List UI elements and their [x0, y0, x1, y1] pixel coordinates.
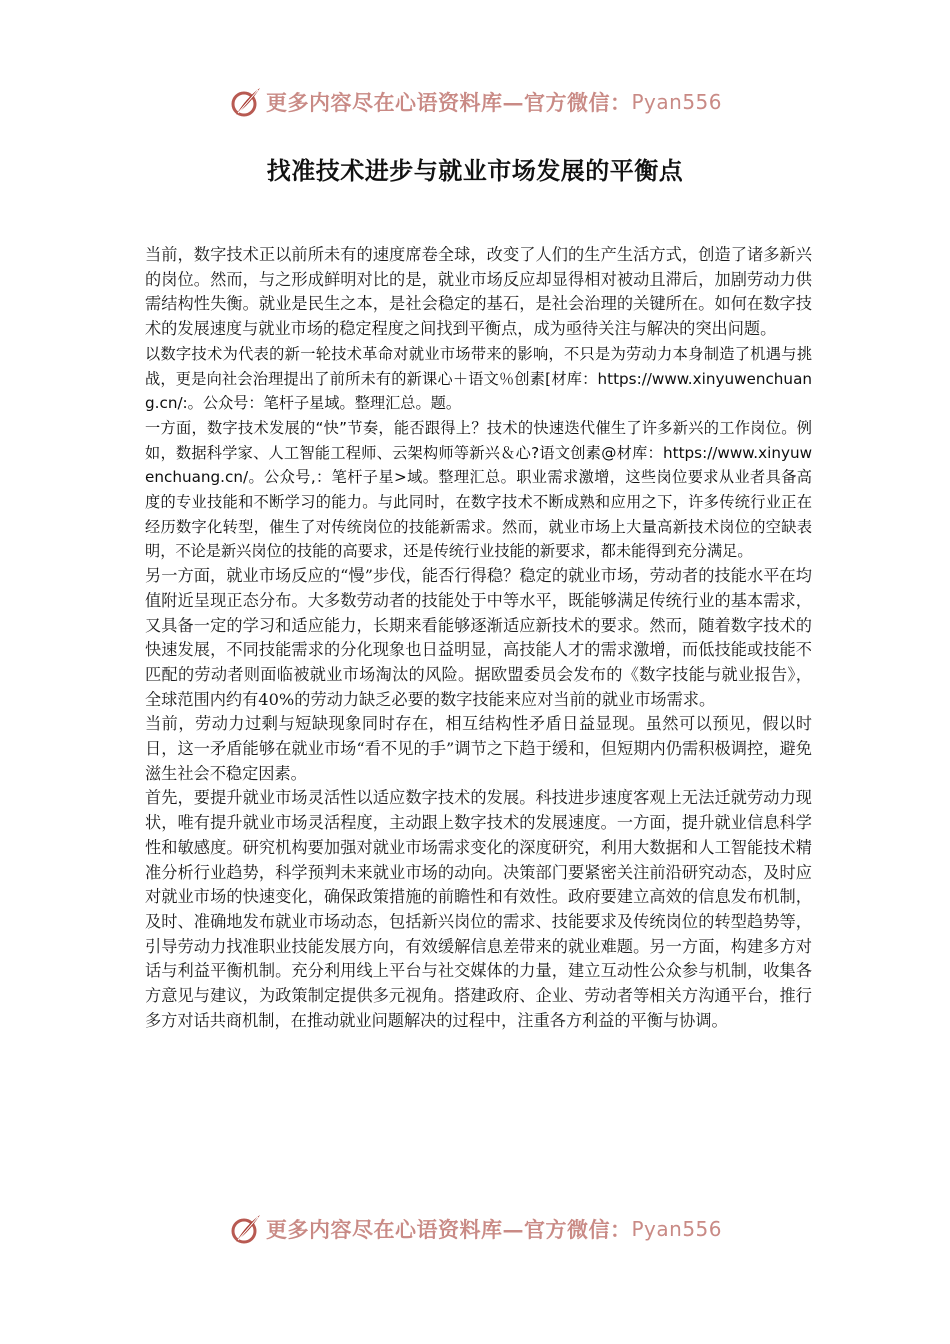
- paragraph-challenge: 以数字技术为代表的新一轮技术革命对就业市场带来的影响，不只是为劳动力本身制造了机遇与挑战，更是向社会治理提出了前所未有的新课心＋语文％创素[材库：https://www.xinyuwenchuang.cn/:。公众号：笔杆子星域。整理汇总。题。: [145, 344, 812, 413]
- banner-text: 更多内容尽在心语资料库—官方微信：: [265, 1217, 632, 1242]
- paragraph-intro: 当前，数字技术正以前所未有的速度席卷全球，改变了人们的生产生活方式，创造了诸多新兴的岗位。然而，与之形成鲜明对比的是，就业市场反应却显得相对被动且滞后，加剧劳动力供需结构性失衡。就业是民生之本，是社会稳定的基石，是社会治理的关键所在。如何在数字技术的发展速度与就业市场的稳定程度之间找到平衡点，成为亟待关注与解决的突出问题。: [145, 245, 812, 339]
- footer-banner: [0, 1207, 950, 1251]
- header-banner: [0, 80, 950, 124]
- paragraph-fast-pace: 一方面，数字技术发展的“快”节奏，能否跟得上？技术的快速迭代催生了许多新兴的工作岗位。例如，数据科学家、人工智能工程师、云架构师等新兴＆心?语文创素@材库：https://www.xinyuwenchuang.cn/。公众号,：笔杆子星>域。整理汇总。职业需求激增，这些岗位要求从业者具备高度的专业技能和不断学习的能力。与此同时，在数字技术不断成熟和应用之下，许多传统行业正在经历数字化转型，催生了对传统岗位的技能新需求。然而，就业市场上大量高新技术岗位的空缺表明，不论是新兴岗位的技能的高要求，还是传统行业技能的新要求，都未能得到充分满足。: [145, 418, 812, 561]
- document-title: 找准技术进步与就业市场发展的平衡点: [266, 156, 684, 185]
- quill-logo-icon: [228, 1212, 262, 1246]
- wechat-id: Pyan556: [631, 90, 722, 114]
- wechat-id: Pyan556: [631, 1217, 722, 1241]
- paragraph-slow-pace: 另一方面，就业市场反应的“慢”步伐，能否行得稳？稳定的就业市场，劳动者的技能水平在均值附近呈现正态分布。大多数劳动者的技能处于中等水平，既能够满足传统行业的基本需求，又具备一定的学习和适应能力，长期来看能够逐渐适应新技术的要求。然而，随着数字技术的快速发展，不同技能需求的分化现象也日益明显，高技能人才的需求激增，而低技能或技能不匹配的劳动者则面临被就业市场淘汰的风险。据欧盟委员会发布的《数字技能与就业报告》，全球范围内约有40%的劳动力缺乏必要的数字技能来应对当前的就业市场需求。: [145, 566, 812, 709]
- banner-text: 更多内容尽在心语资料库—官方微信：: [265, 90, 632, 115]
- paragraph-flexibility: 首先，要提升就业市场灵活性以适应数字技术的发展。科技进步速度客观上无法迁就劳动力现状，唯有提升就业市场灵活程度，主动跟上数字技术的发展速度。一方面，提升就业信息科学性和敏感度。研究机构要加强对就业市场需求变化的深度研究，利用大数据和人工智能技术精准分析行业趋势，科学预判未来就业市场的动向。决策部门要紧密关注前沿研究动态，及时应对就业市场的快速变化，确保政策措施的前瞻性和有效性。政府要建立高效的信息发布机制，及时、准确地发布就业市场动态，包括新兴岗位的需求、技能要求及传统岗位的转型趋势等，引导劳动力找准职业技能发展方向，有效缓解信息差带来的就业难题。另一方面，构建多方对话与利益平衡机制。充分利用线上平台与社交媒体的力量，建立互动性公众参与机制，收集各方意见与建议，为政策制定提供多元视角。搭建政府、企业、劳动者等相关方沟通平台，推行多方对话共商机制，在推动就业问题解决的过程中，注重各方利益的平衡与协调。: [145, 788, 812, 1030]
- paragraph-contradiction: 当前，劳动力过剩与短缺现象同时存在，相互结构性矛盾日益显现。虽然可以预见，假以时日，这一矛盾能够在就业市场“看不见的手”调节之下趋于缓和，但短期内仍需积极调控，避免滋生社会不稳定因素。: [145, 714, 812, 783]
- quill-logo-icon: [228, 85, 262, 119]
- article-body: [145, 243, 812, 1034]
